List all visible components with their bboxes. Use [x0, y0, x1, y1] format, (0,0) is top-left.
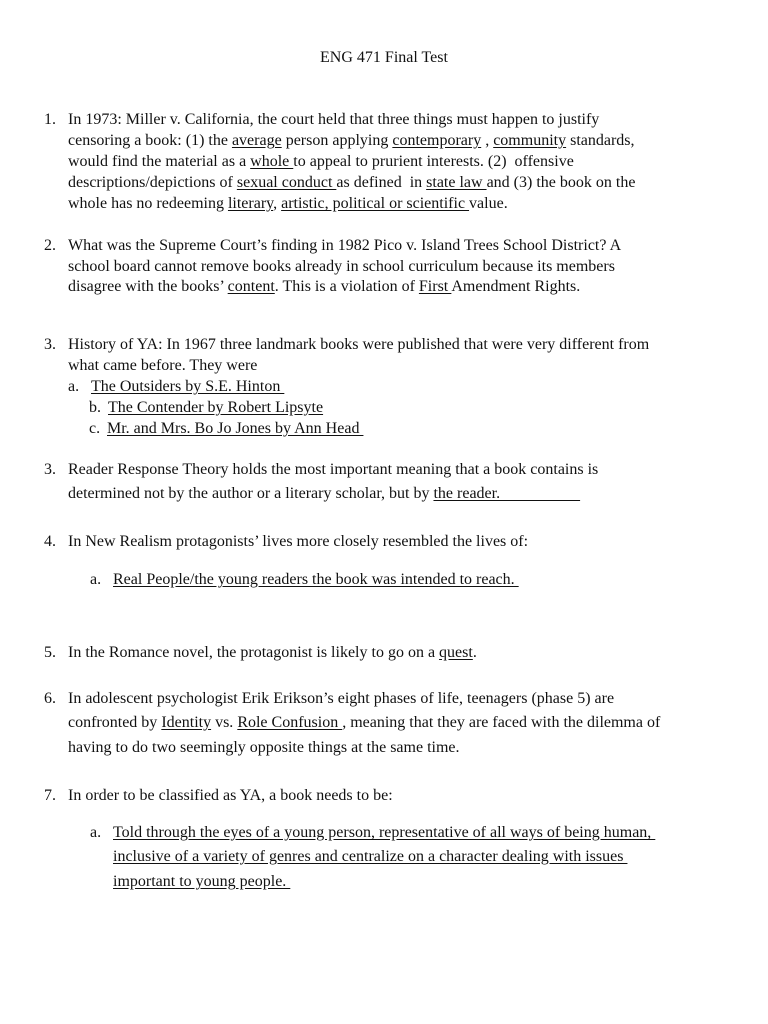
answer-literary: literary [227, 195, 274, 212]
answer-the-reader: the reader. [433, 485, 581, 502]
list-label: b. [89, 399, 101, 416]
answer-artistic: artistic, political or scientific [281, 195, 470, 212]
question-text-line: determined not by the author or a literary scholar, but by the reader. [68, 485, 581, 502]
list-label: a. [90, 571, 102, 588]
answer-ya-definition-line: important to young people. [113, 873, 291, 890]
question-text-line: In the Romance novel, the protagonist is likely to go on a quest. [68, 644, 477, 661]
answer-state-law: state law [426, 174, 487, 191]
answer-contemporary: contemporary [392, 132, 482, 149]
question-text-line: would find the material as a whole to appeal to prurient interests. (2) offensive [68, 153, 574, 170]
list-label: c. [89, 420, 101, 437]
question-text-line: What was the Supreme Court’s finding in 1982 Pico v. Island Trees School District? A [68, 237, 622, 254]
document-title: ENG 471 Final Test [320, 49, 448, 66]
question-number: 4. [44, 533, 56, 550]
answer-whole: whole [250, 153, 294, 170]
question-number: 5. [44, 644, 56, 661]
question-number: 2. [44, 237, 56, 254]
question-text-line: In New Realism protagonists’ lives more closely resembled the lives of: [68, 533, 529, 550]
question-text-line: In order to be classified as YA, a book needs to be: [68, 787, 393, 804]
question-text-line: Reader Response Theory holds the most important meaning that a book contains is [68, 461, 599, 478]
question-text-line: In adolescent psychologist Erik Erikson’s eight phases of life, teenagers (phase 5) are [68, 690, 615, 707]
question-number: 3. [44, 336, 56, 353]
question-number: 1. [44, 111, 56, 128]
question-text-line: censoring a book: (1) the average person applying contemporary , community standards, [68, 132, 635, 149]
answer-average: average [231, 132, 282, 149]
question-text-line: what came before. They were [68, 357, 258, 374]
answer-real-people: Real People/the young readers the book was intended to reach. [113, 571, 519, 588]
question-text-line: confronted by Identity vs. Role Confusion , meaning that they are faced with the dilemma of [68, 714, 661, 731]
answer-first: First [418, 278, 452, 295]
answer-outsiders: The Outsiders by S.E. Hinton [91, 378, 285, 395]
question-text-line: History of YA: In 1967 three landmark books were published that were very different from [68, 336, 650, 353]
answer-community: community [493, 132, 567, 149]
list-label: a. [68, 378, 80, 395]
answer-bo-jo-jones: Mr. and Mrs. Bo Jo Jones by Ann Head [107, 420, 364, 437]
answer-ya-definition-line: Told through the eyes of a young person, representative of all ways of being human, [113, 824, 656, 841]
answer-quest: quest [439, 644, 473, 661]
answer-role-confusion: Role Confusion [237, 714, 343, 731]
question-number: 3. [44, 461, 56, 478]
list-label: a. [90, 824, 102, 841]
question-text-line: school board cannot remove books already in school curriculum because its members [68, 258, 615, 275]
answer-content: content [227, 278, 275, 295]
question-number: 6. [44, 690, 56, 707]
question-number: 7. [44, 787, 56, 804]
answer-identity: Identity [161, 714, 212, 731]
question-text-line: descriptions/depictions of sexual conduct as defined in state law and (3) the book on the [68, 174, 636, 191]
answer-ya-definition-line: inclusive of a variety of genres and centralize on a character dealing with issues [113, 848, 628, 865]
question-text-line: whole has no redeeming literary, artistic, political or scientific value. [68, 195, 508, 212]
question-text-line: In 1973: Miller v. California, the court held that three things must happen to justify [68, 111, 600, 128]
question-text-line: having to do two seemingly opposite things at the same time. [68, 739, 460, 756]
question-text-line: disagree with the books’ content. This is a violation of First Amendment Rights. [68, 278, 581, 295]
answer-sexual-conduct: sexual conduct [236, 174, 337, 191]
answer-contender: The Contender by Robert Lipsyte [108, 399, 324, 416]
